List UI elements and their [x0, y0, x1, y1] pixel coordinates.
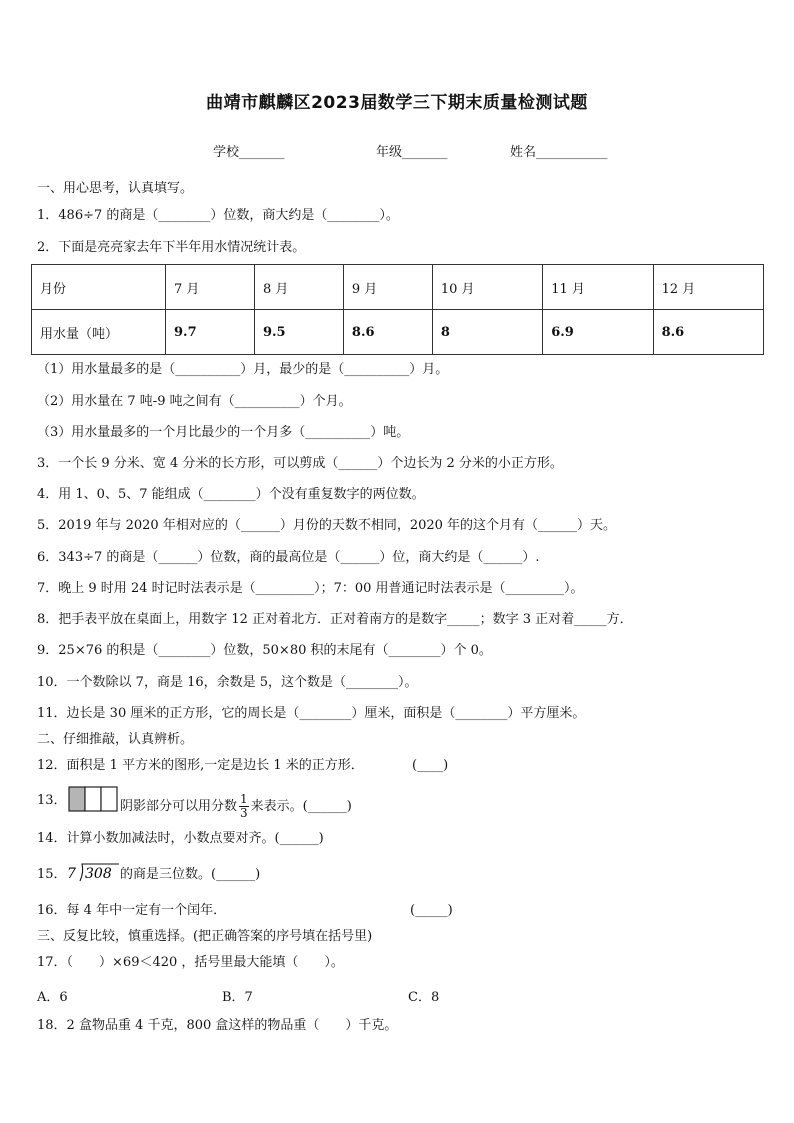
fraction-denominator: 3: [240, 806, 248, 820]
dividend-text: 308: [85, 866, 112, 882]
divisor-text: 7: [67, 866, 76, 882]
question-16-answer: (_____): [410, 903, 453, 918]
question-6: 6．343÷7 的商是（______）位数，商的最高位是（______）位，商大约是（______）.: [37, 550, 540, 565]
table-cell: 9.5: [254, 310, 343, 355]
question-5: 5．2019 年与 2020 年相对应的（______）月份的天数不相同，2020 年的这个月有（______）天。: [37, 518, 617, 533]
table-row: [32, 310, 764, 355]
question-1: 1．486÷7 的商是（________）位数，商大约是（________）。: [37, 208, 399, 223]
school-field: 学校_______: [213, 145, 285, 160]
question-2-3: （3）用水量最多的一个月比最少的一个月多（__________）吨。: [37, 425, 410, 440]
table-cell: 8.6: [653, 310, 763, 355]
question-13-text: [120, 793, 352, 820]
long-division-figure: [64, 862, 120, 884]
choice-a: A．6: [37, 990, 68, 1005]
fraction-numerator: 1: [240, 792, 248, 806]
page-title: 曲靖市麒麟区2023届数学三下期末质量检测试题: [206, 93, 588, 113]
table-cell: 8.6: [343, 310, 432, 355]
question-18: 18．2 盒物品重 4 千克，800 盒这样的物品重（ ）千克。: [37, 1018, 398, 1033]
question-2-2: （2）用水量在 7 吨-9 吨之间有（__________）个月。: [37, 394, 352, 409]
question-2-1: （1）用水量最多的是（__________）月，最少的是（__________）月。: [37, 362, 449, 377]
table-cell: 8: [432, 310, 542, 355]
section-3-heading: 三、反复比较，慎重选择。(把正确答案的序号填在括号里): [37, 929, 373, 944]
table-row: [32, 265, 764, 310]
choice-c: C．8: [408, 990, 440, 1005]
shaded-rectangle-figure: [68, 786, 118, 812]
question-8: 8．把手表平放在桌面上，用数字 12 正对着北方．正对着南方的是数字_____；数字 3 正对着_____方．: [37, 612, 633, 627]
water-usage-table: [31, 264, 764, 355]
question-2: 2．下面是亮亮家去年下半年用水情况统计表。: [37, 240, 306, 255]
fraction-one-third: [239, 793, 249, 820]
question-7: 7．晚上 9 时用 24 时记时法表示是（_________）；7：00 用普通记时法表示是（_________）。: [37, 581, 584, 596]
table-cell: 9.7: [166, 310, 255, 355]
table-cell: 9 月: [343, 265, 432, 310]
question-13-number: 13．: [37, 793, 67, 808]
choice-b: B．7: [222, 990, 253, 1005]
question-13-text-a: 阴影部分可以用分数: [120, 799, 238, 814]
question-17: 17．（ ）×69＜420 ，括号里最大能填（ ）。: [37, 955, 344, 970]
question-10: 10．一个数除以 7，商是 16，余数是 5，这个数是（________）。: [37, 675, 418, 690]
table-cell: 7 月: [166, 265, 255, 310]
question-4: 4．用 1、0、5、7 能组成（________）个没有重复数字的两位数。: [37, 487, 425, 502]
question-12-answer: (____): [412, 758, 449, 773]
name-field: 姓名___________: [510, 145, 608, 160]
question-9: 9．25×76 的积是（________）位数，50×80 积的末尾有（________）个 0。: [37, 643, 492, 658]
question-15-text: 的商是三位数。(______): [120, 867, 261, 882]
question-15-number: 15．: [37, 867, 67, 882]
question-16: 16．每 4 年中一定有一个闰年．: [37, 903, 227, 918]
question-12: 12．面积是 1 平方米的图形,一定是边长 1 米的正方形．: [37, 758, 364, 773]
table-cell: 6.9: [543, 310, 653, 355]
table-row-label: 用水量（吨）: [32, 310, 166, 355]
section-1-heading: 一、用心思考，认真填写。: [37, 181, 194, 196]
table-header-label: 月份: [32, 265, 166, 310]
table-cell: 12 月: [653, 265, 763, 310]
question-13-text-b: 来表示。(______): [250, 799, 352, 814]
question-3: 3．一个长 9 分米、宽 4 分米的长方形，可以剪成（______）个边长为 2 分米的小正方形。: [37, 456, 563, 471]
grade-field: 年级_______: [376, 145, 448, 160]
question-11: 11．边长是 30 厘米的正方形，它的周长是（________）厘米，面积是（________）平方厘米。: [37, 706, 586, 721]
question-14: 14．计算小数加减法时，小数点要对齐。(______): [37, 831, 324, 846]
table-cell: 8 月: [254, 265, 343, 310]
section-2-heading: 二、仔细推敲，认真辨析。: [37, 732, 194, 747]
table-cell: 10 月: [432, 265, 542, 310]
table-cell: 11 月: [543, 265, 653, 310]
